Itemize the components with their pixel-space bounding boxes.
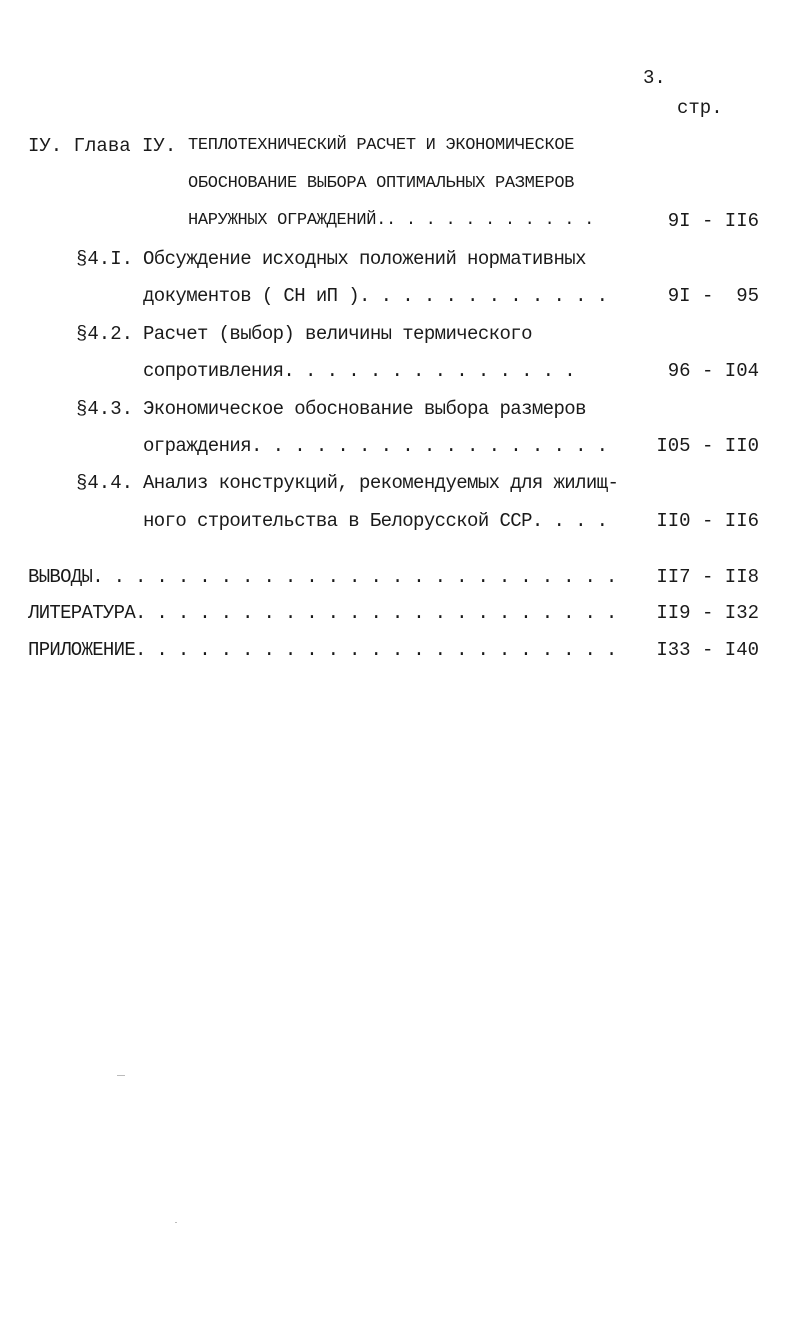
section-number: §4.3.: [76, 398, 134, 420]
section-pages: 9I - 95: [667, 285, 759, 307]
back-matter-label: ЛИТЕРАТУРА. . . . . . . . . . . . . . . . . . . . . . .: [28, 602, 617, 624]
scan-speck: [175, 1222, 177, 1223]
scan-speck: [117, 1075, 125, 1076]
back-matter-pages: II9 - I32: [656, 602, 759, 624]
chapter-title-line-3: НАРУЖНЫХ ОГРАЖДЕНИЙ.. . . . . . . . . . .: [188, 211, 594, 230]
section-title-line-2: сопротивления. . . . . . . . . . . . . .: [143, 360, 576, 382]
chapter-title-line-2: ОБОСНОВАНИЕ ВЫБОРА ОПТИМАЛЬНЫХ РАЗМЕРОВ: [188, 174, 575, 193]
back-matter-label: ВЫВОДЫ. . . . . . . . . . . . . . . . . . . . . . . . .: [28, 566, 617, 588]
section-pages: 96 - I04: [667, 360, 759, 382]
chapter-pages: 9I - II6: [667, 210, 759, 232]
section-number: §4.I.: [76, 248, 134, 270]
section-title-line-1: Анализ конструкций, рекомендуемых для жилищ-: [143, 472, 619, 494]
section-title-line-2: ного строительства в Белорусской ССР. . . .: [143, 510, 608, 532]
back-matter-pages: II7 - II8: [656, 566, 759, 588]
section-number: §4.4.: [76, 472, 134, 494]
section-pages: II0 - II6: [656, 510, 759, 532]
section-title-line-1: Экономическое обоснование выбора размеров: [143, 398, 586, 420]
back-matter-label: ПРИЛОЖЕНИЕ. . . . . . . . . . . . . . . . . . . . . . .: [28, 639, 617, 661]
page-number: 3.: [643, 67, 666, 89]
section-number: §4.2.: [76, 323, 134, 345]
chapter-prefix: IУ. Глава IУ.: [28, 135, 177, 157]
section-title-line-2: ограждения. . . . . . . . . . . . . . . . .: [143, 435, 608, 457]
section-title-line-1: Расчет (выбор) величины термического: [143, 323, 532, 345]
back-matter-pages: I33 - I40: [656, 639, 759, 661]
section-title-line-2: документов ( СН иП ). . . . . . . . . . . .: [143, 285, 608, 307]
section-pages: I05 - II0: [656, 435, 759, 457]
section-title-line-1: Обсуждение исходных положений нормативных: [143, 248, 586, 270]
page-column-header: стр.: [677, 97, 723, 119]
chapter-title-line-1: ТЕПЛОТЕХНИЧЕСКИЙ РАСЧЕТ И ЭКОНОМИЧЕСКОЕ: [188, 136, 575, 155]
